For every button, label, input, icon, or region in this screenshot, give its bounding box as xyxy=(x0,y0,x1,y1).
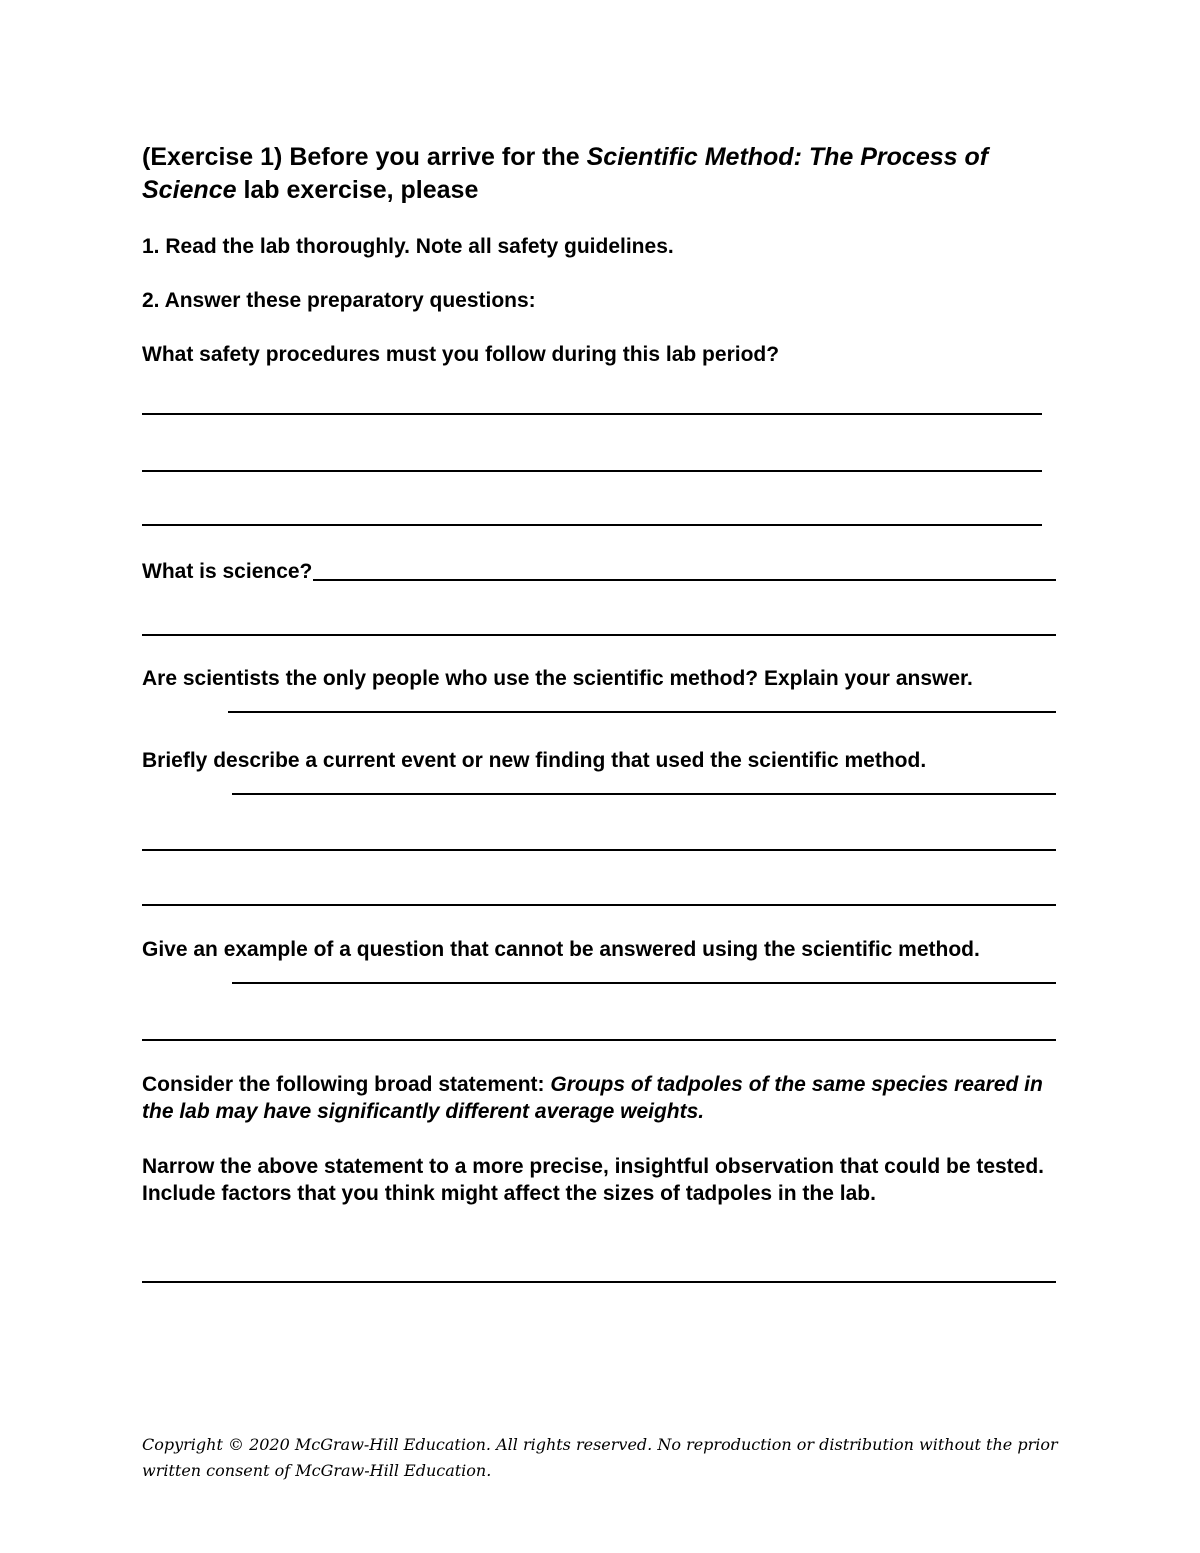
answer-line[interactable] xyxy=(142,413,1042,415)
step-read-lab: 1. Read the lab thoroughly. Note all safety guidelines. xyxy=(142,235,674,258)
step-answer-questions: 2. Answer these preparatory questions: xyxy=(142,289,536,312)
question-scientists-text: Are scientists the only people who use the scientific method? Explain your answer. xyxy=(142,667,973,690)
answer-line[interactable] xyxy=(228,711,1056,713)
question-current-event-text: Briefly describe a current event or new finding that used the scientific method. xyxy=(142,749,927,772)
answer-line[interactable] xyxy=(142,1039,1056,1041)
title-text-end: lab exercise, please xyxy=(236,176,479,204)
question-example-text: Give an example of a question that cannot be answered using the scientific method. xyxy=(142,938,980,961)
answer-line[interactable] xyxy=(142,470,1042,472)
answer-line[interactable] xyxy=(232,982,1056,984)
question-current-event xyxy=(142,747,1056,774)
question-safety: What safety procedures must you follow during this lab period? xyxy=(142,343,780,366)
answer-line[interactable] xyxy=(313,579,1056,581)
question-narrow: Narrow the above statement to a more precise, insightful observation that could be tested. Include factors that you think might affect the sizes of tadpoles in the lab. xyxy=(142,1155,1045,1205)
consider-lead-text: Consider the following broad statement: xyxy=(142,1073,551,1096)
broad-statement: Groups of tadpoles of the same species reared in the lab may have significantly different average weights. xyxy=(142,1073,1043,1123)
page-title xyxy=(142,141,1062,207)
question-science xyxy=(142,558,1062,585)
copyright-notice: Copyright © 2020 McGraw-Hill Education. All rights reserved. No reproduction or distribution without the prior written consent of McGraw-Hill Education. xyxy=(142,1435,1058,1480)
question-science-text: What is science? xyxy=(142,560,313,583)
title-text: (Exercise 1) Before you arrive for the xyxy=(142,143,587,171)
answer-line[interactable] xyxy=(142,904,1056,906)
title-lab-name: Scientific Method: The Process of Science xyxy=(142,143,989,204)
question-scientists xyxy=(142,665,1056,692)
answer-line[interactable] xyxy=(142,1281,1056,1283)
answer-line[interactable] xyxy=(232,793,1056,795)
answer-line[interactable] xyxy=(142,634,1056,636)
question-example xyxy=(142,936,1056,963)
answer-line[interactable] xyxy=(142,524,1042,526)
consider-statement xyxy=(142,1071,1056,1125)
answer-line[interactable] xyxy=(142,849,1056,851)
